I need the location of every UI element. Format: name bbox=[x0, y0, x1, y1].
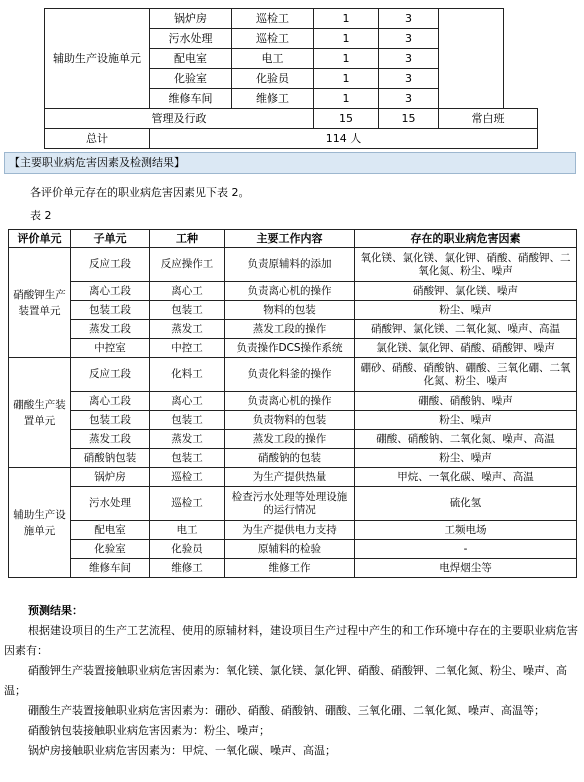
sub-unit-cell: 配电室 bbox=[71, 521, 150, 540]
job-cell: 蒸发工 bbox=[150, 430, 225, 449]
shift-cell: 常白班 bbox=[439, 109, 538, 129]
column-header: 存在的职业病危害因素 bbox=[355, 230, 577, 248]
hazard-cell: 硫化氢 bbox=[355, 487, 577, 521]
work-cell: 负责操作DCS操作系统 bbox=[225, 339, 355, 358]
hazard-cell: 氯化镁、氯化钾、硝酸、硝酸钾、噪声 bbox=[355, 339, 577, 358]
sub-unit-cell: 化验室 bbox=[150, 69, 232, 89]
sub-unit-cell: 离心工段 bbox=[71, 282, 150, 301]
count-cell: 1 bbox=[314, 69, 379, 89]
total-label: 总计 bbox=[45, 129, 150, 149]
table-row bbox=[9, 521, 577, 540]
table-row bbox=[9, 339, 577, 358]
job-cell: 电工 bbox=[232, 49, 314, 69]
table-row bbox=[45, 9, 538, 29]
job-cell: 化验员 bbox=[150, 540, 225, 559]
job-cell: 维修工 bbox=[150, 559, 225, 578]
work-cell: 蒸发工段的操作 bbox=[225, 320, 355, 339]
unit-label: 辅助生产设施单元 bbox=[45, 9, 150, 109]
sub-unit-cell: 维修车间 bbox=[150, 89, 232, 109]
job-cell: 电工 bbox=[150, 521, 225, 540]
job-cell: 巡检工 bbox=[150, 468, 225, 487]
job-cell: 蒸发工 bbox=[150, 320, 225, 339]
count-cell: 3 bbox=[379, 49, 439, 69]
column-header: 评价单元 bbox=[9, 230, 71, 248]
work-cell: 物料的包装 bbox=[225, 301, 355, 320]
sub-unit-cell: 反应工段 bbox=[71, 248, 150, 282]
table-row bbox=[9, 430, 577, 449]
admin-row bbox=[45, 109, 538, 129]
prediction-results bbox=[4, 601, 580, 761]
hazard-cell: 硝酸钾、氯化镁、二氧化氮、噪声、高温 bbox=[355, 320, 577, 339]
job-cell: 包装工 bbox=[150, 301, 225, 320]
sub-unit-cell: 蒸发工段 bbox=[71, 430, 150, 449]
sub-unit-cell: 反应工段 bbox=[71, 358, 150, 392]
hazard-table bbox=[8, 229, 577, 578]
count-cell: 1 bbox=[314, 29, 379, 49]
results-line: 硝酸钾生产装置接触职业病危害因素为：氧化镁、氯化镁、氯化钾、硝酸、硝酸钾、二氧化氮、粉尘、噪声、高温； bbox=[4, 664, 567, 697]
hazard-cell: 工频电场 bbox=[355, 521, 577, 540]
hazard-cell: 硼酸、硝酸钠、二氧化氮、噪声、高温 bbox=[355, 430, 577, 449]
job-cell: 巡检工 bbox=[150, 487, 225, 521]
work-cell: 负责物料的包装 bbox=[225, 411, 355, 430]
table-row bbox=[9, 301, 577, 320]
table-row bbox=[9, 248, 577, 282]
count-cell: 1 bbox=[314, 89, 379, 109]
blank-cell bbox=[439, 9, 504, 109]
table-row bbox=[9, 392, 577, 411]
job-cell: 离心工 bbox=[150, 282, 225, 301]
count-cell: 1 bbox=[314, 49, 379, 69]
table-label: 表 2 bbox=[30, 209, 52, 222]
work-cell: 检查污水处理等处理设施的运行情况 bbox=[225, 487, 355, 521]
total-row bbox=[45, 129, 538, 149]
hazard-cell: 硼砂、硝酸、硝酸钠、硼酸、三氧化硼、二氧化氮、粉尘、噪声 bbox=[355, 358, 577, 392]
hazard-cell: 粉尘、噪声 bbox=[355, 411, 577, 430]
work-cell: 负责离心机的操作 bbox=[225, 282, 355, 301]
job-cell: 化验员 bbox=[232, 69, 314, 89]
count-cell: 1 bbox=[314, 9, 379, 29]
job-cell: 包装工 bbox=[150, 411, 225, 430]
table-row bbox=[9, 540, 577, 559]
hazard-cell: 氧化镁、氯化镁、氯化钾、硝酸、硝酸钾、二氧化氮、粉尘、噪声 bbox=[355, 248, 577, 282]
sub-unit-cell: 锅炉房 bbox=[71, 468, 150, 487]
table-row bbox=[9, 282, 577, 301]
hazard-cell: - bbox=[355, 540, 577, 559]
table-row bbox=[9, 559, 577, 578]
work-cell: 负责化料釜的操作 bbox=[225, 358, 355, 392]
count-cell: 3 bbox=[379, 9, 439, 29]
sub-unit-cell: 离心工段 bbox=[71, 392, 150, 411]
table-row bbox=[9, 468, 577, 487]
hazard-cell: 粉尘、噪声 bbox=[355, 449, 577, 468]
sub-unit-cell: 中控室 bbox=[71, 339, 150, 358]
sub-unit-cell: 配电室 bbox=[150, 49, 232, 69]
table-row bbox=[9, 358, 577, 392]
job-cell: 化料工 bbox=[150, 358, 225, 392]
job-cell: 包装工 bbox=[150, 449, 225, 468]
work-cell: 负责原辅料的添加 bbox=[225, 248, 355, 282]
sub-unit-cell: 污水处理 bbox=[71, 487, 150, 521]
count-cell: 3 bbox=[379, 89, 439, 109]
intro-text: 各评价单元存在的职业病危害因素见下表 2。 bbox=[30, 186, 250, 199]
sub-unit-cell: 包装工段 bbox=[71, 411, 150, 430]
sub-unit-cell: 污水处理 bbox=[150, 29, 232, 49]
table-row bbox=[9, 411, 577, 430]
work-cell: 负责离心机的操作 bbox=[225, 392, 355, 411]
job-cell: 巡检工 bbox=[232, 29, 314, 49]
job-cell: 巡检工 bbox=[232, 9, 314, 29]
staffing-table-fragment bbox=[44, 8, 538, 149]
hazard-cell: 甲烷、一氧化碳、噪声、高温 bbox=[355, 468, 577, 487]
unit-cell: 硼酸生产装置单元 bbox=[9, 358, 71, 468]
results-line: 硼酸生产装置接触职业病危害因素为：硼砂、硝酸、硝酸钠、硼酸、三氧化硼、二氧化氮、噪声、高温等； bbox=[28, 704, 545, 717]
count-cell: 3 bbox=[379, 69, 439, 89]
table-row bbox=[9, 449, 577, 468]
work-cell: 硝酸钠的包装 bbox=[225, 449, 355, 468]
work-cell: 原辅料的检验 bbox=[225, 540, 355, 559]
results-paragraph: 根据建设项目的生产工艺流程、使用的原辅材料，建设项目生产过程中产生的和工作环境中存在的主要职业病危害因素有： bbox=[4, 624, 578, 657]
work-cell: 为生产提供电力支持 bbox=[225, 521, 355, 540]
job-cell: 离心工 bbox=[150, 392, 225, 411]
unit-cell: 辅助生产设施单元 bbox=[9, 468, 71, 578]
hazard-cell: 电焊烟尘等 bbox=[355, 559, 577, 578]
results-line: 硝酸钠包装接触职业病危害因素为：粉尘、噪声； bbox=[28, 724, 270, 737]
hazard-cell: 硼酸、硝酸钠、噪声 bbox=[355, 392, 577, 411]
job-cell: 维修工 bbox=[232, 89, 314, 109]
table-row bbox=[9, 320, 577, 339]
sub-unit-cell: 维修车间 bbox=[71, 559, 150, 578]
admin-label: 管理及行政 bbox=[45, 109, 314, 129]
hazard-cell: 粉尘、噪声 bbox=[355, 301, 577, 320]
results-title: 预测结果： bbox=[28, 604, 83, 617]
unit-cell: 硝酸钾生产装置单元 bbox=[9, 248, 71, 358]
count-cell: 3 bbox=[379, 29, 439, 49]
count-cell: 15 bbox=[379, 109, 439, 129]
section-heading: 【主要职业病危害因素及检测结果】 bbox=[4, 152, 576, 174]
sub-unit-cell: 锅炉房 bbox=[150, 9, 232, 29]
job-cell: 反应操作工 bbox=[150, 248, 225, 282]
count-cell: 15 bbox=[314, 109, 379, 129]
header-row bbox=[9, 230, 577, 248]
column-header: 工种 bbox=[150, 230, 225, 248]
column-header: 子单元 bbox=[71, 230, 150, 248]
work-cell: 维修工作 bbox=[225, 559, 355, 578]
work-cell: 为生产提供热量 bbox=[225, 468, 355, 487]
work-cell: 蒸发工段的操作 bbox=[225, 430, 355, 449]
sub-unit-cell: 化验室 bbox=[71, 540, 150, 559]
total-value: 114 人 bbox=[150, 129, 538, 149]
sub-unit-cell: 硝酸钠包装 bbox=[71, 449, 150, 468]
sub-unit-cell: 蒸发工段 bbox=[71, 320, 150, 339]
column-header: 主要工作内容 bbox=[225, 230, 355, 248]
blank-cell bbox=[504, 9, 538, 109]
job-cell: 中控工 bbox=[150, 339, 225, 358]
table-row bbox=[9, 487, 577, 521]
results-line: 锅炉房接触职业病危害因素为：甲烷、一氧化碳、噪声、高温； bbox=[28, 744, 336, 757]
hazard-cell: 硝酸钾、氯化镁、噪声 bbox=[355, 282, 577, 301]
sub-unit-cell: 包装工段 bbox=[71, 301, 150, 320]
